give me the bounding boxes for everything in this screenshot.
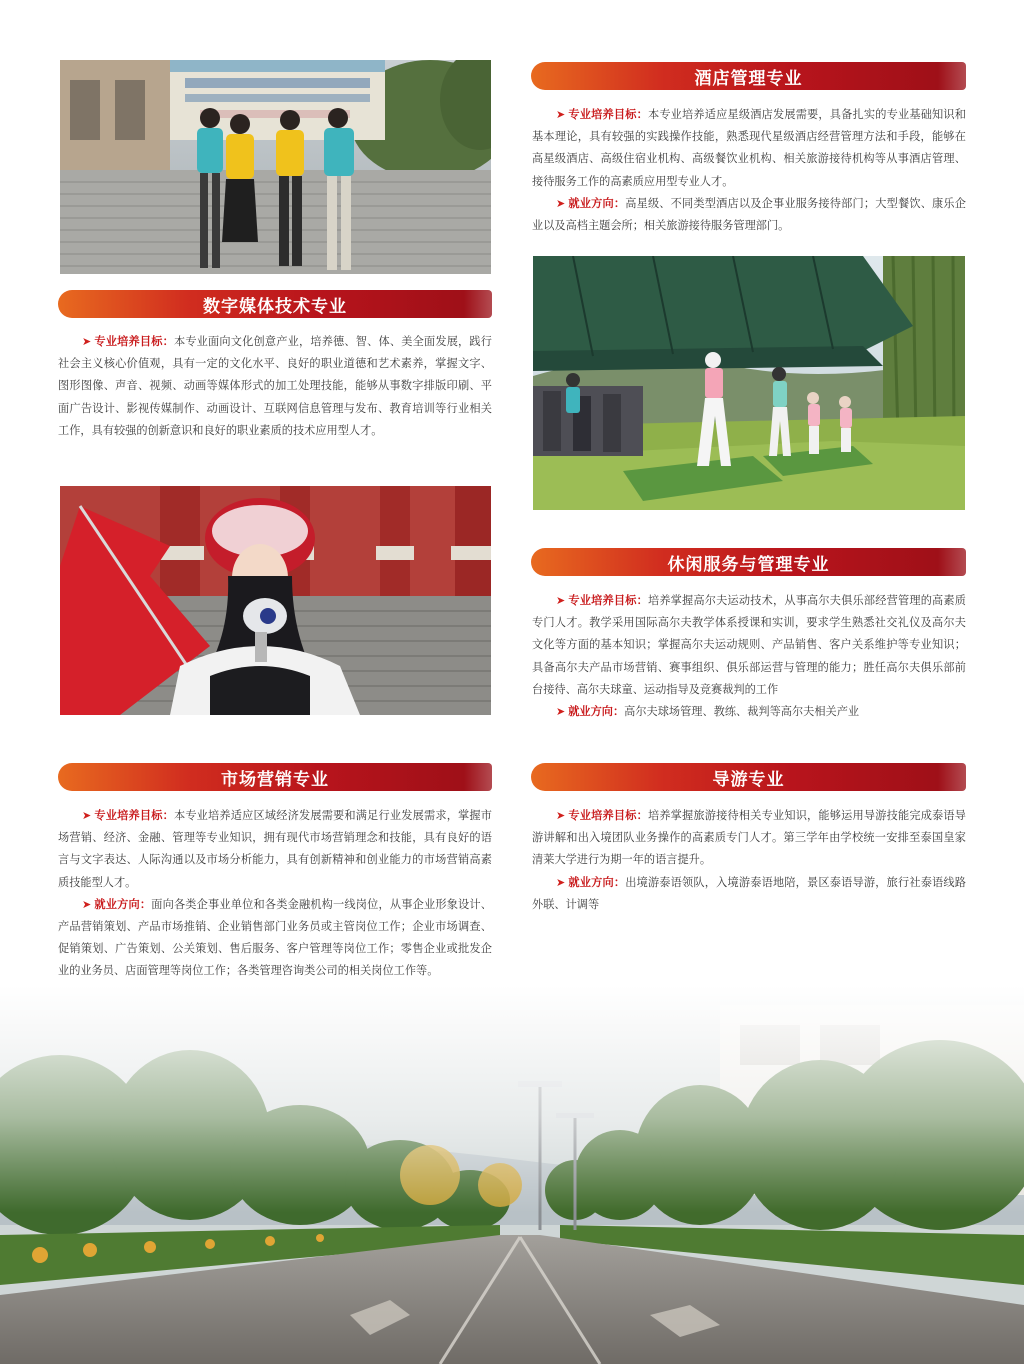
hotel-goal-paragraph: [532, 104, 966, 193]
hotel-body: [532, 104, 966, 237]
arrow-icon: ➤: [556, 875, 566, 889]
leisure-goal-paragraph: [532, 590, 966, 701]
golf-range-photo: [533, 256, 965, 510]
arrow-icon: ➤: [556, 705, 566, 719]
hotel-goal-text: 本专业培养适应星级酒店发展需要，具备扎实的专业基础知识和基本理论，具有较强的实践操作技能，熟悉现代星级酒店经营管理方法和手段，能够在高星级酒店、高级住宿业机构、高级餐饮业机构、相关旅游接待机构等从事酒店管理、接待服务工作的高素质应用型专业人才。: [532, 108, 966, 188]
tour-guide-goal-text: 培养掌握旅游接待相关专业知识，能够运用导游技能完成泰语导游讲解和出入境团队业务操作的高素质专门人才。第三学年由学校统一安排至泰国皇家清莱大学进行为期一年的语言提升。: [532, 809, 966, 867]
marketing-goal-label: 专业培养目标：: [94, 809, 174, 822]
hotel-title-bar: [531, 62, 966, 90]
digital-media-title: 数字媒体技术专业: [203, 296, 347, 317]
hotel-job-text: 高星级、不同类型酒店以及企事业服务接待部门；大型餐饮、康乐企业以及高档主题会所；相关旅游接待服务管理部门。: [532, 196, 966, 233]
hotel-job-label: 就业方向：: [568, 196, 626, 210]
tour-guide-job-label: 就业方向：: [568, 875, 626, 889]
leisure-job-paragraph: [532, 701, 966, 723]
tour-guide-job-text: 出境游泰语领队，入境游泰语地陪，景区泰语导游，旅行社泰语线路外联、计调等: [532, 875, 966, 911]
campus-road-photo: [0, 985, 1024, 1364]
marketing-job-label: 就业方向：: [94, 897, 152, 911]
marketing-goal-text: 本专业培养适应区域经济发展需要和满足行业发展需求，掌握市场营销、经济、金融、管理等专业知识，拥有现代市场营销理念和技能，具有良好的语言与文字表达、人际沟通以及市场分析能力，具有创新精神和创业能力的市场营销高素质技能型人才。: [58, 809, 492, 889]
leisure-goal-label: 专业培养目标：: [568, 594, 648, 607]
marketing-body: [58, 805, 492, 983]
marketing-goal-paragraph: [58, 805, 492, 894]
arrow-icon: ➤: [82, 335, 92, 348]
tour-guide-goal-paragraph: [532, 805, 966, 872]
arrow-icon: ➤: [556, 196, 566, 210]
digital-media-goal-text: 本专业面向文化创意产业，培养德、智、体、美全面发展，践行社会主义核心价值观，具有一定的文化水平、良好的职业道德和艺术素养，掌握文字、图形图像、声音、视频、动画等媒体形式的加工处理技能，能够从事数字排版印刷、平面广告设计、影视传媒制作、动画设计、互联网信息管理与发布、教育培训等行业相关工作，具有较强的创新意识和良好的职业素质的技术应用型人才。: [58, 335, 492, 437]
digital-media-goal-label: 专业培养目标：: [94, 335, 174, 348]
group-photo: [60, 60, 491, 274]
arrow-icon: ➤: [556, 108, 566, 121]
marketing-title-bar: [58, 763, 492, 791]
tour-guide-title-bar: [531, 763, 966, 791]
marketing-title: 市场营销专业: [221, 769, 329, 790]
tour-guide-job-paragraph: [532, 872, 966, 916]
hotel-job-paragraph: [532, 193, 966, 237]
digital-media-body: [58, 331, 492, 442]
tour-guide-body: [532, 805, 966, 916]
marketing-job-paragraph: [58, 894, 492, 983]
megaphone-girl-photo: [60, 486, 491, 715]
arrow-icon: ➤: [82, 809, 92, 822]
leisure-job-text: 高尔夫球场管理、教练、裁判等高尔夫相关产业: [624, 705, 860, 719]
arrow-icon: ➤: [82, 897, 92, 911]
leisure-title: 休闲服务与管理专业: [667, 554, 830, 575]
tour-guide-title: 导游专业: [712, 769, 785, 790]
hotel-title: 酒店管理专业: [694, 68, 803, 89]
arrow-icon: ➤: [556, 809, 566, 822]
marketing-job-text: 面向各类企事业单位和各类金融机构一线岗位，从事企业形象设计、产品营销策划、产品市场推销、企业销售部门业务员或主管岗位工作；企业市场调查、促销策划、广告策划、公关策划、售后服务、客户管理等岗位工作；零售企业或批发企业的业务员、店面管理等岗位工作；各类管理咨询类公司的相关岗位工作等。: [58, 897, 492, 978]
leisure-title-bar: [531, 548, 966, 576]
hotel-goal-label: 专业培养目标：: [568, 108, 648, 121]
digital-media-title-bar: [58, 290, 492, 318]
leisure-goal-text: 培养掌握高尔夫运动技术，从事高尔夫俱乐部经营管理的高素质专门人才。教学采用国际高尔夫教学体系授课和实训，要求学生熟悉社交礼仪及高尔夫文化等方面的基本知识；掌握高尔夫运动规则、产品销售、客户关系维护等专业知识；具备高尔夫产品市场营销、赛事组织、俱乐部运营与管理的能力；胜任高尔夫俱乐部前台接待、高尔夫球童、运动指导及竞赛裁判的工作: [532, 594, 966, 696]
arrow-icon: ➤: [556, 594, 566, 607]
leisure-job-label: 就业方向：: [568, 705, 625, 719]
leisure-body: [532, 590, 966, 723]
digital-media-goal-paragraph: [58, 331, 492, 442]
tour-guide-goal-label: 专业培养目标：: [568, 809, 648, 822]
